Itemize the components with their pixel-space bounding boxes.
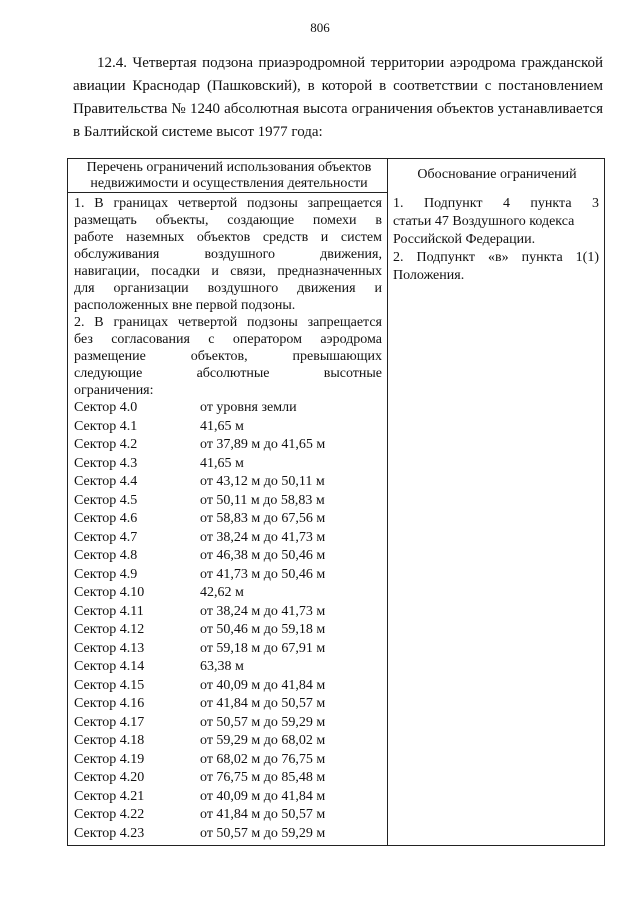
sector-row [74,769,382,788]
sector-height-limit: от 50,57 м до 59,29 м [200,714,326,730]
sector-row [74,788,382,807]
sector-height-limit: от уровня земли [200,400,297,415]
sector-name: Сектор 4.18 [74,733,145,748]
restriction-line: навигации, посадки и связи, предназначенных [74,264,382,279]
sector-row [74,714,382,733]
intro-line: авиации Краснодар (Пашковский), в которой в соответствии с постановлением [73,78,603,94]
sector-name: Сектор 4.16 [74,696,145,711]
sector-row [74,621,382,640]
justification-line: Положения. [393,268,465,283]
sector-name: Сектор 4.12 [74,622,145,637]
restriction-line: без согласования с оператором аэродрома [74,332,382,347]
sector-height-limit: от 40,09 м до 41,84 м [200,788,326,804]
restrictions-table [67,158,605,846]
sector-height-limit: 41,65 м [200,418,244,434]
restriction-line: 2. В границах четвертой подзоны запрещается [74,315,382,330]
sector-row [74,806,382,825]
sector-height-limit: 41,65 м [200,455,244,471]
sector-row [74,473,382,492]
sector-height-limit: 42,62 м [200,585,244,600]
sector-row [74,751,382,770]
sector-name: Сектор 4.9 [74,566,138,582]
restriction-line: ограничения: [74,383,154,398]
sector-height-limit: от 58,83 м до 67,56 м [200,511,326,526]
sector-row [74,695,382,714]
header-line: недвижимости и осуществления деятельности [90,176,368,191]
sector-row [74,492,382,511]
sector-row [74,640,382,659]
sector-height-limit: от 38,24 м до 41,73 м [200,603,326,619]
sector-name: Сектор 4.7 [74,529,138,545]
sector-row [74,455,382,474]
justification-cell [393,195,599,285]
sector-height-limit: от 38,24 м до 41,73 м [200,529,326,545]
restriction-line: обслуживания воздушного движения, [74,247,382,262]
sector-list [74,399,382,843]
sector-name: Сектор 4.1 [74,418,138,434]
sector-row [74,547,382,566]
sector-name: Сектор 4.17 [74,714,145,730]
sector-height-limit: от 76,75 м до 85,48 м [200,770,326,785]
justification-line: 1. Подпункт 4 пункта 3 [393,196,599,211]
restriction-line: следующие абсолютные высотные [74,366,382,381]
restriction-line: размещать объекты, создающие помехи в [74,213,382,228]
sector-name: Сектор 4.0 [74,400,138,415]
intro-line: в Балтийской системе высот 1977 года: [73,124,323,140]
justification-line: 2. Подпункт «в» пункта 1(1) [393,250,599,265]
page-number: 806 [310,20,330,35]
sector-name: Сектор 4.2 [74,437,138,452]
sector-height-limit: от 41,84 м до 50,57 м [200,807,326,822]
sector-height-limit: от 41,84 м до 50,57 м [200,696,326,711]
sector-name: Сектор 4.10 [74,585,145,600]
sector-height-limit: от 41,73 м до 50,46 м [200,566,326,582]
sector-name: Сектор 4.20 [74,770,145,785]
sector-row [74,436,382,455]
sector-row [74,603,382,622]
justification-line: статьи 47 Воздушного кодекса [393,214,575,229]
sector-name: Сектор 4.4 [74,474,138,489]
justification-line: Российской Федерации. [393,232,536,247]
sector-row [74,529,382,548]
sector-row [74,566,382,585]
sector-row [74,658,382,677]
sector-height-limit: от 59,29 м до 68,02 м [200,733,326,748]
sector-row [74,677,382,696]
restrictions-cell [74,195,382,843]
header-restrictions-list [74,160,384,192]
restriction-line: для организации воздушного движения и [74,281,382,296]
sector-name: Сектор 4.8 [74,548,138,563]
header-justification: Обоснование ограничений [417,167,577,182]
sector-height-limit: 63,38 м [200,659,244,674]
sector-name: Сектор 4.15 [74,677,145,693]
sector-row [74,825,382,844]
sector-row [74,584,382,603]
sector-height-limit: от 50,46 м до 59,18 м [200,622,326,637]
sector-row [74,418,382,437]
sector-name: Сектор 4.23 [74,825,145,841]
sector-name: Сектор 4.11 [74,603,144,619]
sector-name: Сектор 4.21 [74,788,145,804]
sector-name: Сектор 4.13 [74,640,145,656]
header-divider [68,192,387,193]
sector-name: Сектор 4.5 [74,492,138,508]
intro-line: Правительства № 1240 абсолютная высота ограничения объектов устанавливается [73,101,603,117]
sector-row [74,399,382,418]
sector-name: Сектор 4.22 [74,807,145,822]
sector-height-limit: от 37,89 м до 41,65 м [200,437,326,452]
sector-name: Сектор 4.14 [74,659,145,674]
sector-height-limit: от 59,18 м до 67,91 м [200,640,326,656]
sector-name: Сектор 4.19 [74,751,145,767]
restriction-line: работе наземных объектов средств и систем [74,230,382,245]
restriction-line: расположенных вне первой подзоны. [74,298,296,313]
restriction-line: 1. В границах четвертой подзоны запрещается [74,196,382,211]
sector-height-limit: от 46,38 м до 50,46 м [200,548,326,563]
sector-height-limit: от 40,09 м до 41,84 м [200,677,326,693]
sector-name: Сектор 4.6 [74,511,138,526]
sector-height-limit: от 50,11 м до 58,83 м [200,492,325,508]
header-line: Перечень ограничений использования объектов [86,160,372,175]
column-divider [387,159,388,845]
intro-paragraph [73,52,603,144]
sector-name: Сектор 4.3 [74,455,138,471]
sector-height-limit: от 68,02 м до 76,75 м [200,751,326,767]
sector-height-limit: от 43,12 м до 50,11 м [200,474,325,489]
sector-row [74,510,382,529]
restriction-line: размещение объектов, превышающих [74,349,382,364]
sector-row [74,732,382,751]
sector-height-limit: от 50,57 м до 59,29 м [200,825,326,841]
intro-line: 12.4. Четвертая подзона приаэродромной территории аэродрома гражданской [97,55,603,71]
